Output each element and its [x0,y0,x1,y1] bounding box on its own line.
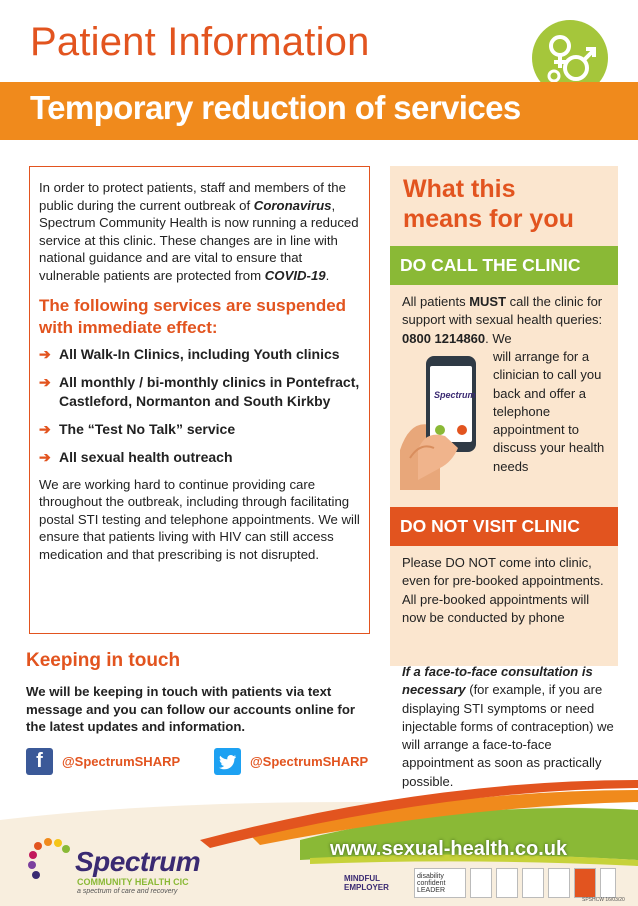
document-code: SPSHCW 16/03/20 [582,897,625,903]
phone-illustration [400,350,500,490]
accreditation-badges [342,868,616,898]
face-to-face-detail: (for example, if you are displaying STI symptoms or need injectable forms of contraception) we will arrange a face-to-face appointment as soon as practically possible. [402,682,614,789]
accreditation-badge [600,868,616,898]
heading-line-2: means for you [403,205,574,233]
service-label: All monthly / bi-monthly clinics in Pontefract, Castleford, Normanton and South Kirkby [59,373,360,409]
banner-heading: Temporary reduction of services [30,89,521,126]
heading-line-1: What this [403,175,516,203]
call-text-part: . We [485,330,512,346]
intro-text: In order to protect patients, staff and members of the public during the current outbreak of [39,180,346,213]
mindful-employer-badge: MINDFUL EMPLOYER [344,874,389,892]
services-notice-box [29,166,370,634]
do-not-visit-bar [390,507,618,546]
arrow-icon: ➔ [39,345,51,362]
accreditation-badge [522,868,544,898]
call-text-part: All patients [402,294,470,309]
list-item [39,345,360,364]
twitter-link[interactable] [214,748,368,775]
twitter-icon [214,748,241,775]
call-clinic-bar [390,246,618,285]
arrow-icon: ➔ [39,373,51,390]
face-to-face-emphasis: If a face-to-face consultation is necessary [402,664,593,698]
call-clinic-text-cont: will arrange for a clinician to call you back and offer a telephone appointment to discuss your health needs [493,349,605,474]
facebook-icon: f [26,748,53,775]
suspended-services-list [39,345,360,467]
call-text-part: call the clinic for support with sexual health queries: [402,294,603,328]
facebook-handle[interactable]: @SpectrumSHARP [62,754,181,769]
website-link[interactable]: www.sexual-health.co.uk [330,838,568,860]
list-item [39,420,360,439]
call-clinic-heading: DO CALL THE CLINIC [400,255,581,275]
facebook-link[interactable] [26,748,180,775]
page-title: Patient Information [30,20,370,64]
face-to-face-text [402,663,616,791]
keeping-in-touch-text: We will be keeping in touch with patients via text message and you can follow our accounts online for the latest updates and information. [26,684,356,734]
intro-text-cont: , Spectrum Community Health is now running a reduced service at this clinic. These changes are in line with national guidance and are vital to ensure that vulnerable patients are protected from [39,197,359,283]
service-label: All Walk-In Clinics, including Youth clinics [59,345,340,362]
accreditation-badge [548,868,570,898]
list-item [39,373,360,411]
service-label: The “Test No Talk” service [59,420,236,437]
twitter-handle[interactable]: @SpectrumSHARP [250,754,369,769]
list-item [39,448,360,467]
org-tagline: a spectrum of care and recovery [77,888,178,895]
accreditation-badge [470,868,492,898]
org-subtitle: COMMUNITY HEALTH CIC [77,877,189,887]
service-label: All sexual health outreach [59,448,233,465]
org-name: Spectrum [75,846,201,877]
phone-app-label: Spectrum [434,390,476,400]
what-this-means-panel [390,166,618,789]
covid-emphasis: COVID-19 [264,267,326,283]
what-this-means-heading [403,174,574,234]
services-heading: The following services are suspended with immediate effect: [39,295,347,337]
title-banner [0,82,638,140]
do-not-visit-text: Please DO NOT come into clinic, even for pre-booked appointments. All pre-booked appointments will now be conducted by phone [402,555,604,625]
coronavirus-emphasis: Coronavirus [253,197,332,213]
call-clinic-text [402,293,612,348]
must-emphasis: MUST [469,294,507,309]
spectrum-logo-icon [28,838,74,888]
care-paragraph: We are working hard to continue providing care throughout the outbreak, including through facilitating postal STI testing and telephone appointments. We will ensure that patients living with HIV can still access medication and that prescribing is not disrupted. [39,476,360,562]
do-not-visit-heading: DO NOT VISIT CLINIC [400,516,580,536]
keeping-in-touch-heading: Keeping in touch [26,650,181,671]
intro-text-end: . [325,267,330,283]
disability-confident-badge: disability confident LEADER [414,868,466,898]
accreditation-badge [496,868,518,898]
arrow-icon: ➔ [39,448,51,465]
arrow-icon: ➔ [39,420,51,437]
accreditation-badge [574,868,596,898]
intro-paragraph [39,179,360,285]
clinic-phone-number: 0800 1214860 [402,330,486,346]
